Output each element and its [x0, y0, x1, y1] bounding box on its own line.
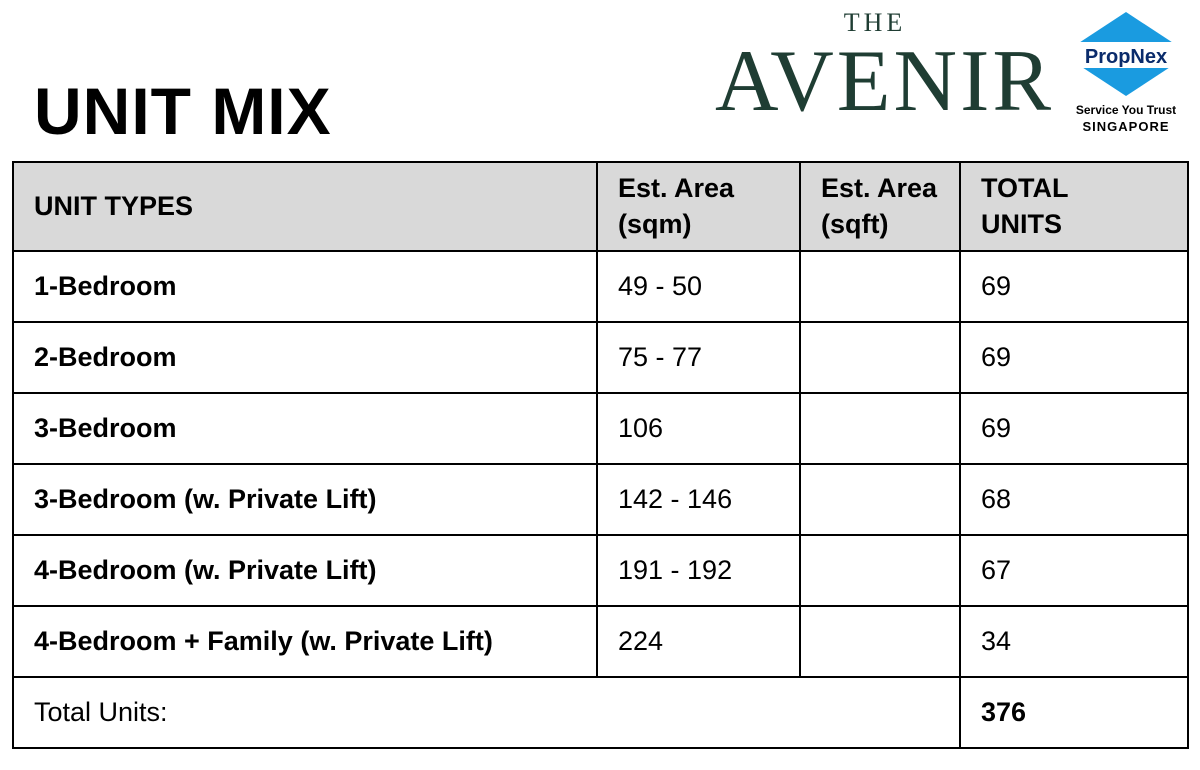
- table-row: [13, 535, 1188, 606]
- area-sqft-cell: [800, 535, 960, 606]
- brand-name: AVENIR: [715, 33, 1055, 130]
- table-row: [13, 464, 1188, 535]
- table-row: [13, 606, 1188, 677]
- agency-name: PropNex: [1084, 46, 1168, 68]
- unit-type-cell: 3-Bedroom (w. Private Lift): [13, 464, 597, 535]
- unit-type-cell: 4-Bedroom + Family (w. Private Lift): [13, 606, 597, 677]
- propnex-logo: [1062, 12, 1190, 136]
- table-header-row: [13, 162, 1188, 251]
- header-area-sqft: Est. Area (sqft): [800, 162, 960, 251]
- avenir-logo: [715, 6, 1055, 136]
- total-units-cell: 69: [960, 393, 1188, 464]
- agency-tagline: Service You Trust: [1075, 103, 1177, 117]
- unit-type-cell: 1-Bedroom: [13, 251, 597, 322]
- agency-country: SINGAPORE: [1082, 119, 1170, 134]
- unit-type-cell: 2-Bedroom: [13, 322, 597, 393]
- area-sqft-cell: [800, 322, 960, 393]
- area-sqft-cell: [800, 393, 960, 464]
- page-title: UNIT MIX: [34, 74, 332, 148]
- unit-mix-table: [12, 161, 1189, 749]
- area-sqft-cell: [800, 464, 960, 535]
- table-row: [13, 322, 1188, 393]
- unit-type-cell: 4-Bedroom (w. Private Lift): [13, 535, 597, 606]
- table-row: [13, 393, 1188, 464]
- area-sqft-cell: [800, 606, 960, 677]
- total-units-cell: 67: [960, 535, 1188, 606]
- area-sqm-cell: 75 - 77: [597, 322, 800, 393]
- header-total-units: TOTAL UNITS: [960, 162, 1188, 251]
- area-sqm-cell: 106: [597, 393, 800, 464]
- total-units-cell: 69: [960, 322, 1188, 393]
- total-row: [13, 677, 1188, 748]
- table-row: [13, 251, 1188, 322]
- area-sqm-cell: 142 - 146: [597, 464, 800, 535]
- header-area-sqm: Est. Area (sqm): [597, 162, 800, 251]
- area-sqm-cell: 224: [597, 606, 800, 677]
- header-unit-types: UNIT TYPES: [13, 162, 597, 251]
- total-units-cell: 34: [960, 606, 1188, 677]
- total-label: Total Units:: [13, 677, 960, 748]
- area-sqm-cell: 49 - 50: [597, 251, 800, 322]
- brand-prefix: THE: [843, 8, 907, 37]
- area-sqm-cell: 191 - 192: [597, 535, 800, 606]
- unit-type-cell: 3-Bedroom: [13, 393, 597, 464]
- total-units-cell: 69: [960, 251, 1188, 322]
- area-sqft-cell: [800, 251, 960, 322]
- total-units-cell: 68: [960, 464, 1188, 535]
- total-value: 376: [960, 677, 1188, 748]
